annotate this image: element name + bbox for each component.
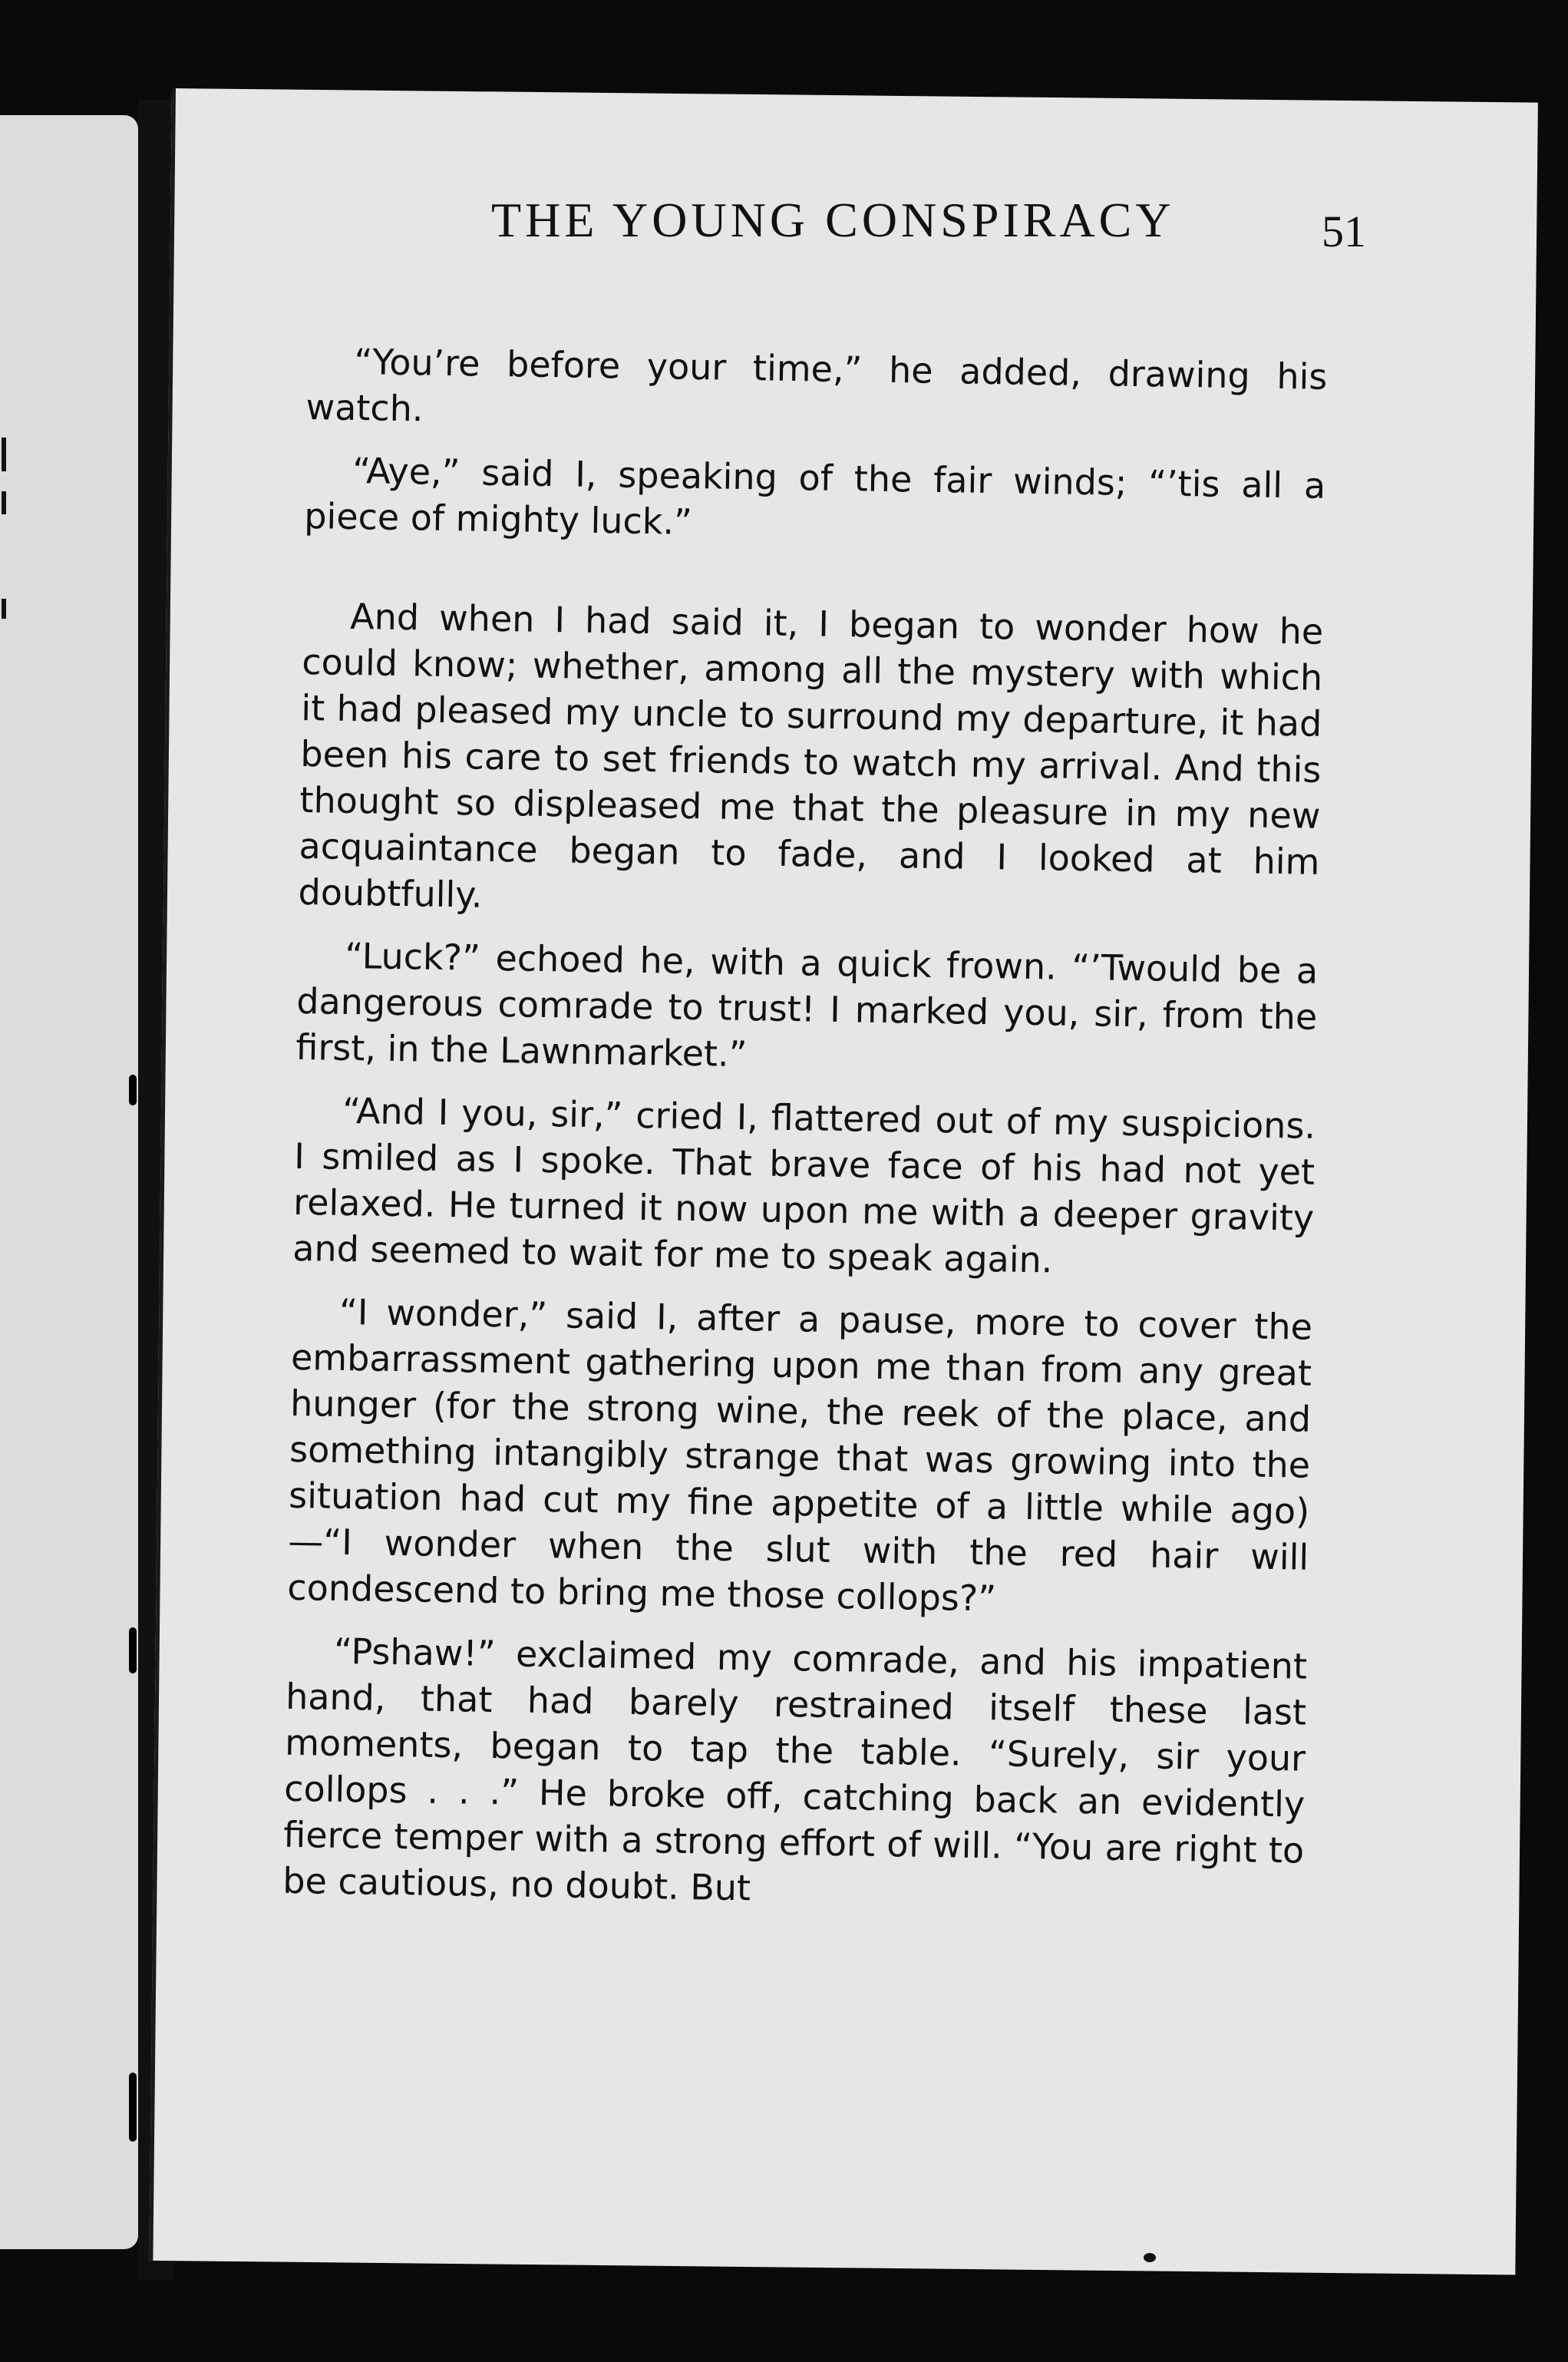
running-head: THE YOUNG CONSPIRACY bbox=[491, 193, 1175, 247]
binding-mark bbox=[129, 2073, 137, 2142]
paragraph: And when I had said it, I began to wonder how he could know; whether, among all the mystery with which it had pleased my uncle to surround my departure, it had been his care to set friends to watch my arrival. And this thought so displeased me that the pleasure in my new acquaintance began to fade, and I looked at him doubtfully. bbox=[298, 595, 1324, 916]
fragment-mark bbox=[2, 599, 6, 619]
fragment-mark bbox=[2, 491, 6, 514]
paragraph: “I wonder,” said I, after a pause, more to cover the embarrassment gathering upon me than from any great hunger (for the strong wine, the reek of the place, and something intangibly strange that was growing into the situation had cut my fine appetite of a little while ago)—“I wonder when the slut with the red hair will condescend to bring me those collops?” bbox=[287, 1290, 1313, 1620]
paragraph: “Aye,” said I, speaking of the fair winds; “’tis all a piece of mighty luck.” bbox=[303, 449, 1326, 543]
fragment-mark bbox=[2, 438, 6, 471]
paragraph: “And I you, sir,” cried I, flattered out of my suspicions. I smiled as I spoke. That brave face of his had not yet relaxed. He turned it now upon me with a deeper gravity and seemed to wait for me to speak again. bbox=[292, 1089, 1316, 1281]
paragraph: “Luck?” echoed he, with a quick frown. “’Twould be a dangerous comrade to trust! I marked you, sir, from the first, in the Lawnmarket.” bbox=[295, 934, 1319, 1075]
binding-marks bbox=[129, 1075, 140, 2226]
page-number: 51 bbox=[1322, 206, 1366, 256]
page-header bbox=[322, 192, 1397, 269]
binding-mark bbox=[129, 1075, 137, 1105]
paragraph: “Pshaw!” exclaimed my comrade, and his impatient hand, that had barely restrained itself these last moments, began to tap the table. “Surely, sir your collops . . .” He broke off, catching back an evidently fierce temper with a strong effort of will. “You are right to be cautious, no doubt. But bbox=[282, 1630, 1308, 1909]
facing-page-fragments bbox=[0, 438, 31, 668]
ink-speck bbox=[1144, 2253, 1156, 2262]
paragraph: “You’re before your time,” he added, drawing his watch. bbox=[305, 340, 1328, 430]
facing-page-edge bbox=[0, 115, 138, 2249]
body-text bbox=[282, 338, 1328, 1937]
binding-mark bbox=[129, 1627, 137, 1673]
